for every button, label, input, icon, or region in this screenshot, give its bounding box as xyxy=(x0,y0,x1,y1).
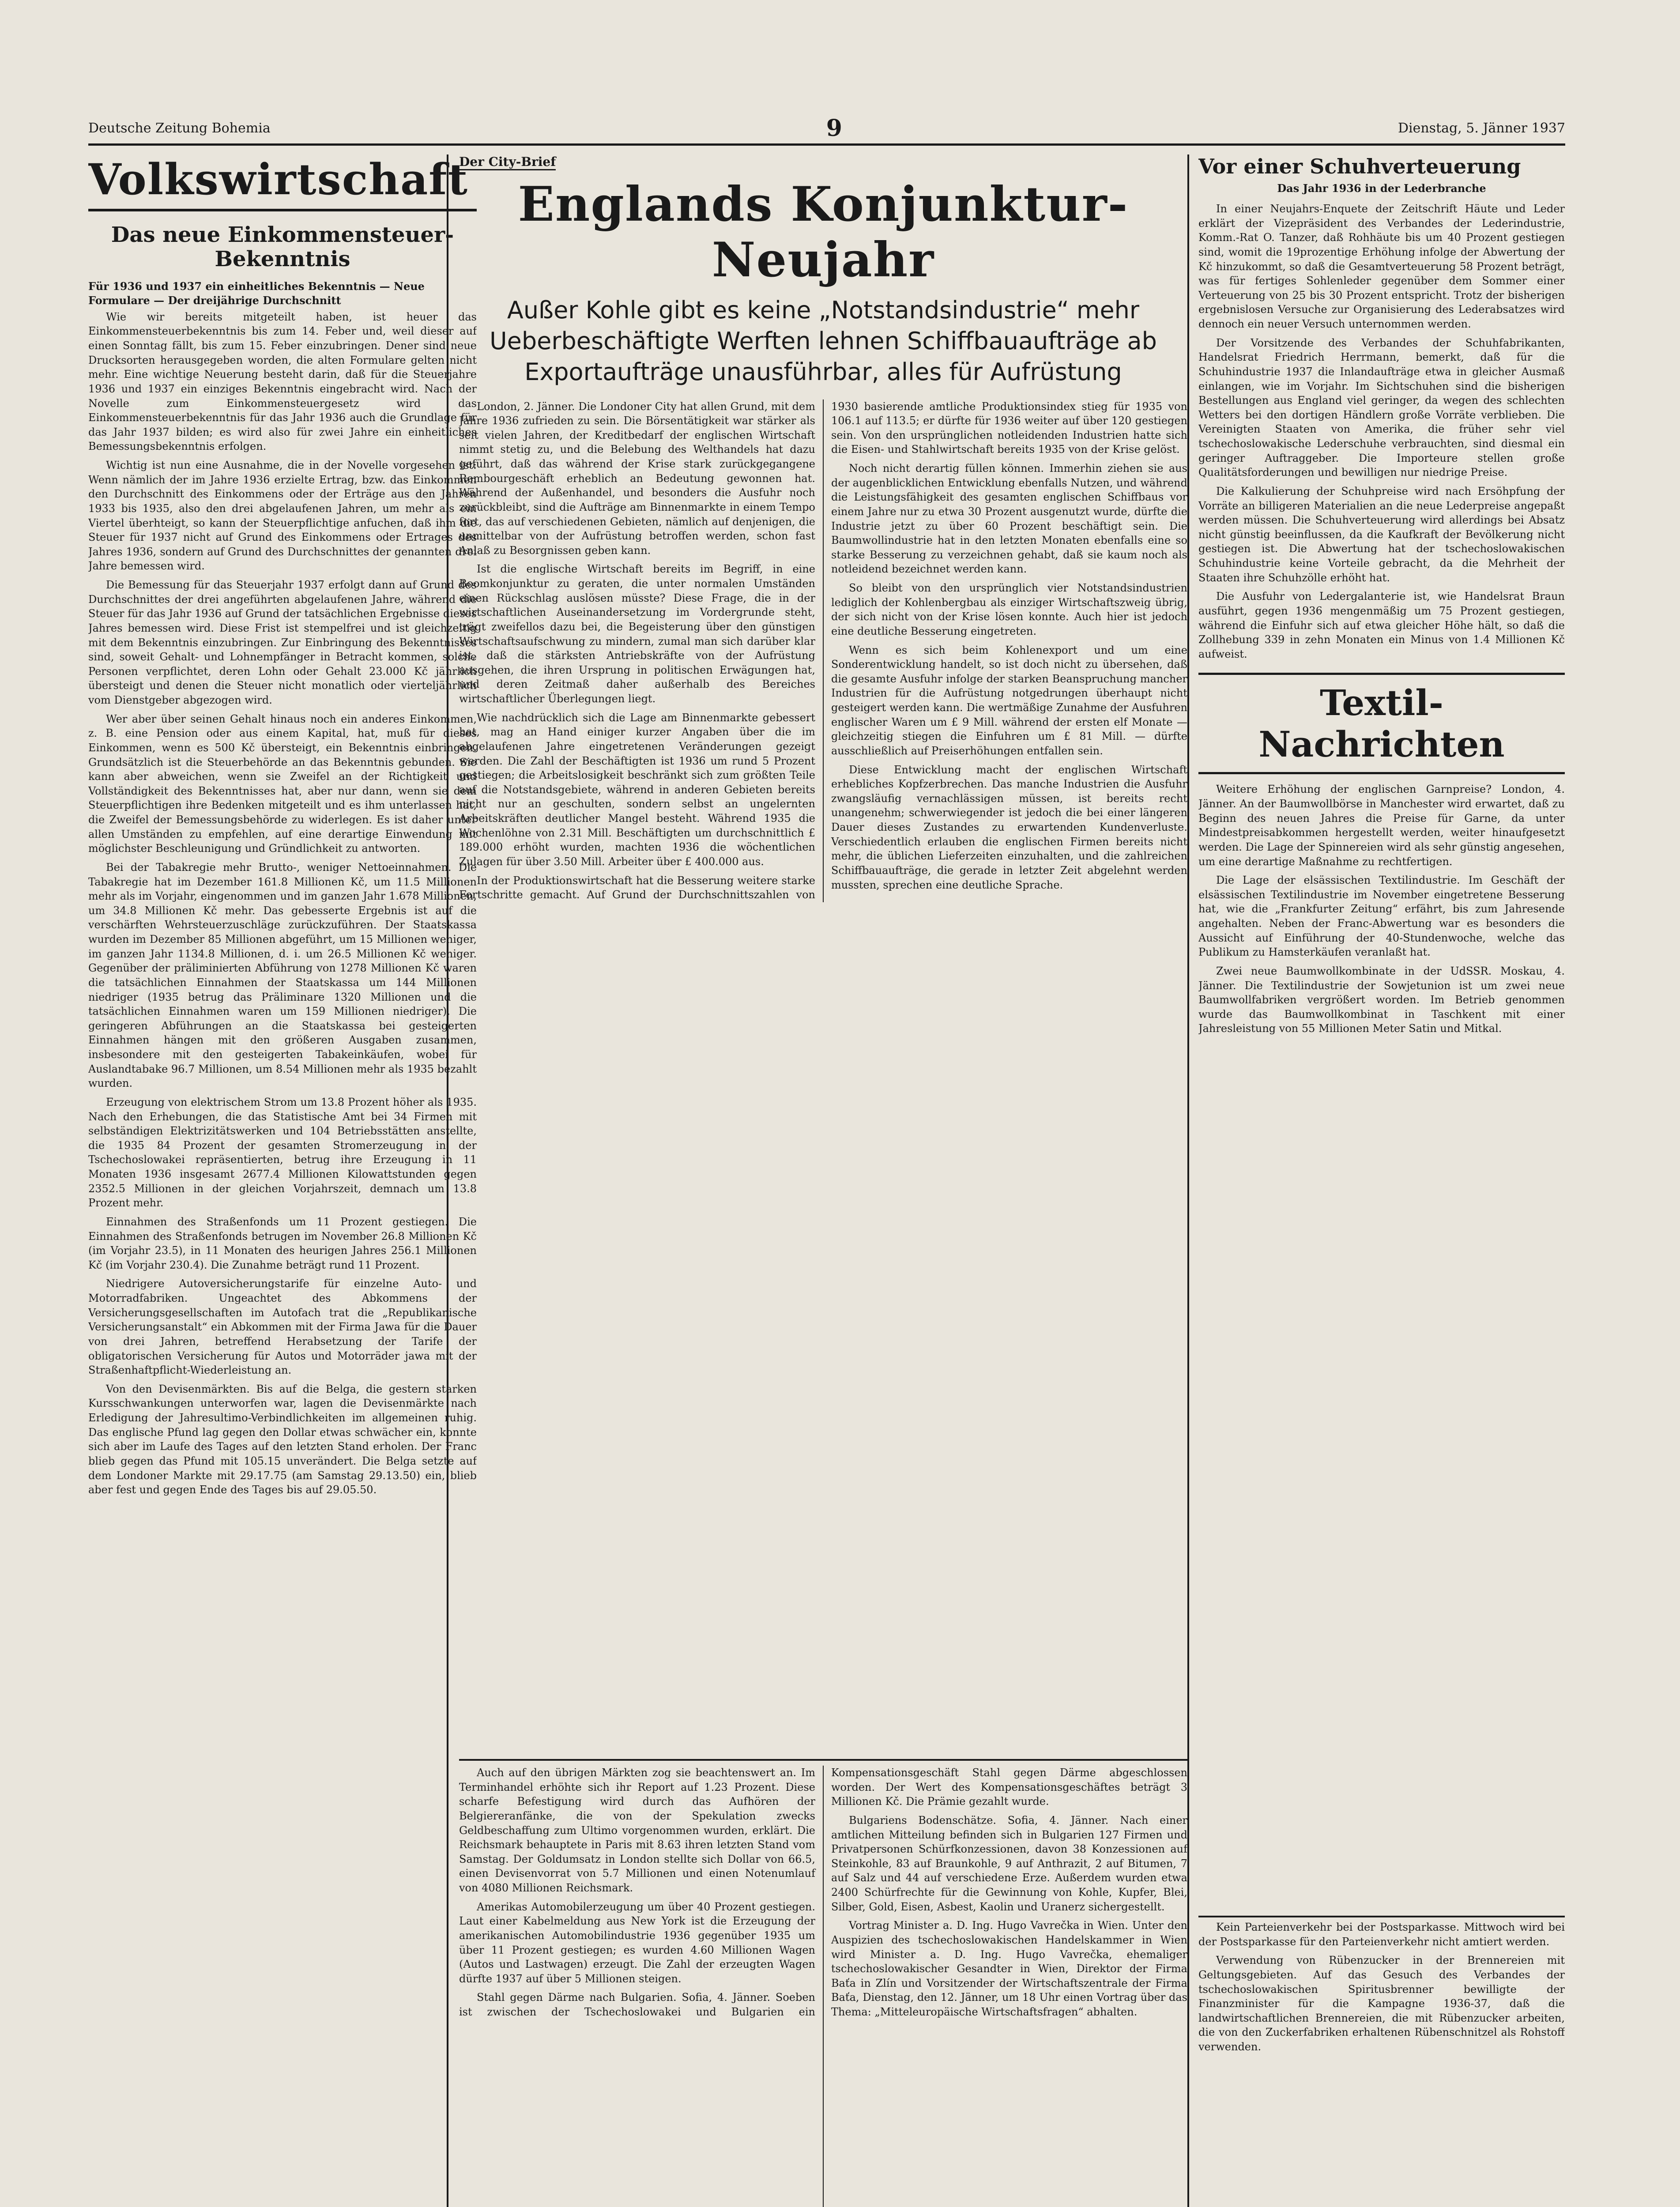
news-item: Bulgariens Bodenschätze. Sofia, 4. Jänner. Nach einer amtlichen Mitteilung befinden sich in Bulgarien 127 Firmen und Privatpersonen Schürfkonzessionen, davon 38 Konzessionen auf Steinkohle, 83 auf Braunkohle, 9 auf Anthrazit, 2 auf Bitumen, 7 auf Salz und 44 auf verschiedene Erze. Außerdem wurden etwa 2400 Schürfrechte für die Gewinnung von Kohle, Kupfer, Blei, Silber, Gold, Eisen, Asbest, Kaolin und Uranerz sichergestellt. xyxy=(831,1814,1187,1913)
paragraph: Die Bemessung für das Steuerjahr 1937 erfolgt dann auf Grund des Durchschnittes der drei angeführten abgelaufenen Jahre, während die Steuer für das Jahr 1936 auf Grund der tatsächlichen Ergebnisse dieses Jahres bemessen wird. Diese Frist ist stempelfrei und ist gleichzeitig mit dem Bekenntnis einzubringen. Zur Einbringung des Bekenntnisses sind, soweit Gehalt- und Lohnempfänger in Betracht kommen, solche Personen verpflichtet, deren Lohn oder Gehalt 23.000 Kč jährlich übersteigt und denen die Steuer nicht monatlich oder vierteljährlich vom Dienstgeber abgezogen wird. xyxy=(88,579,477,706)
news-item: Kein Parteienverkehr bei der Postsparkasse. Mittwoch wird bei der Postsparkasse für den Parteienverkehr nicht amtiert werden. xyxy=(1198,1921,1565,1948)
paragraph: Die Ausfuhr von Ledergalanterie ist, wie Handelsrat Braun ausführt, gegen 1936 mengenmäßig um 75 Prozent gestiegen, während die Einfuhr sich auf etwa gleicher Höhe hält, so daß die Zollhebung 339 in zehn Monaten ein Minus von 1.4 Millionen Kč aufweist. xyxy=(1198,590,1565,660)
paragraph: Noch nicht derartig füllen können. Immerhin ziehen sie aus der augenblicklichen Entwicklung ebenfalls Nutzen, und während die Leistungsfähigkeit des gesamten englischen Schiffbaus vor einem Jahre nur zu etwa 30 Prozent ausgenutzt wurde, dürfte die Industrie jetzt zu über 60 Prozent beschäftigt sein. Die Baumwollindustrie hat in den letzten Monaten ebenfalls eine so starke Besserung zu verzeichnen gehabt, daß sie kaum noch als notleidend bezeichnet werden kann. xyxy=(831,462,1187,576)
lead-deck: Außer Kohle gibt es keine „Notstandsindustrie“ mehr Ueberbeschäftigte Werften lehnen Schiffbauaufträge ab Exportaufträge unausführbar, alles für Aufrüstung xyxy=(490,296,1157,386)
news-item: Von den Devisenmärkten. Bis auf die Belga, die gestern starken Kursschwankungen unterworfen war, lagen die Devisenmärkte nach Erledigung der Jahresultimo-Verbindlichkeiten im allgemeinen ruhig. Das englische Pfund lag gegen den Dollar etwas schwächer ein, konnte sich aber im Laufe des Tages auf den letzten Stand erholen. Der Franc blieb gegen das Pfund mit 105.15 unverändert. Die Belga setzte auf dem Londoner Markte mit 29.17.75 (am Samstag 29.13.50) ein, blieb aber fest und gegen Ende des Tages bis auf 29.05.50. xyxy=(88,1382,477,1496)
news-item: Vortrag Minister a. D. Ing. Hugo Vavrečka in Wien. Unter den Auspizien des tschechoslowakischen Handelskammer in Wien wird Minister a. D. Ing. Hugo Vavrečka, ehemaliger tschechoslowakischer Gesandter in Wien, Direktor der Firma Baťa in Zlín und Vorsitzender der Wirtschaftszentrale der Firma Baťa, Dienstag, den 12. Jänner, um 18 Uhr einen Vortrag über das Thema: „Mitteleuropäische Wirtschaftsfragen“ abhalten. xyxy=(831,1919,1187,2018)
masthead-name: Deutsche Zeitung Bohemia xyxy=(88,120,271,136)
paragraph: Ist die englische Wirtschaft bereits im Begriff, in eine Boomkonjunktur zu geraten, die unter normalen Umständen einen Rückschlag auslösen müsste? Diese Frage, die in der wirtschaftlichen Auseinandersetzung im Vordergrunde steht, trägt zweifellos dazu bei, die Begeisterung über den günstigen Wirtschaftsaufschwung zu mindern, zumal man sich darüber klar ist, daß die stärksten Antriebskräfte von der Aufrüstung ausgehen, die ihren Ursprung in politischen Erwägungen hat, und deren Zeitmaß daher außerhalb des Bereiches wirtschaftlicher Überlegungen liegt. xyxy=(459,563,815,705)
box-title: Textil-Nachrichten xyxy=(1258,682,1505,765)
paragraph: Die Kalkulierung der Schuhpreise wird nach Ersöhpfung der Vorräte an billigeren Materialien an die neue Lederpreise angepaßt werden müssen. Die Schuhverteuerung wird allerdings bei Absatz nicht günstig beeinflussen, da die Kaufkraft der Bevölkerung nicht gestiegen ist. Die Abwertung hat der tschechoslowakischen Schuhindustrie keine Vorteile gebracht, da die Mehrheit der Staaten ihre Schuhzölle erhöht hat. xyxy=(1198,485,1565,584)
news-item: Niedrigere Autoversicherungstarife für einzelne Auto- und Motorradfabriken. Ungeachtet des Abkommens der Versicherungsgesellschaften im Autofach trat die „Republikanische Versicherungsanstalt“ ein Abkommen mit der Firma Jawa für die Dauer von drei Jahren, betreffend Herabsetzung der Tarife der obligatorischen Versicherung für Autos und Motorräder jawa mit der Straßenhaftpflicht-Wiederleistung an. xyxy=(88,1277,477,1377)
news-item: Die Lage der elsässischen Textilindustrie. Im Geschäft der elsässischen Textilindustrie im November eingetretene Besserung hat, wie die „Frankfurter Zeitung“ erfährt, bis zum Jahresende angehalten. Neben der Franc-Abwertung war es besonders die Aussicht auf Einführung der 40-Stundenwoche, welche das Publikum zu Hamsterkäufen veranlaßt hat. xyxy=(1198,874,1565,959)
textile-news-header xyxy=(1198,673,1565,774)
footer-news-block xyxy=(1198,1920,1565,2207)
article-title: Vor einer Schuhverteuerung xyxy=(1198,154,1521,178)
column-rule-right xyxy=(1187,154,1189,2207)
news-item: Einnahmen des Straßenfonds um 11 Prozent gestiegen. Die Einnahmen des Straßenfonds betrugen im November 26.8 Millionen Kč (im Vorjahr 23.5), in 11 Monaten des heurigen Jahres 256.1 Millionen Kč (im Vorjahr 230.4). Die Zunahme beträgt rund 11 Prozent. xyxy=(88,1215,477,1271)
horizontal-rule xyxy=(1198,1916,1565,1917)
page-number: 9 xyxy=(826,114,842,142)
paragraph: Wenn es sich beim Kohlenexport und um eine Sonderentwicklung handelt, so ist doch nicht zu übersehen, daß die gesamte Ausfuhr infolge der starken Beanspruchung mancher Industrien für die Aufrüstung notgedrungen überhaupt nicht gesteigert werden kann. Die wertmäßige Zunahme der Ausfuhren englischer Waren um £ 9 Mill. während der ersten elf Monate — gleichzeitig stiegen die Einfuhren um £ 81 Mill. — dürfte ausschließlich auf Preiserhöhungen entfallen sein. xyxy=(831,644,1187,757)
section-title: Volkswirtschaft xyxy=(88,154,477,211)
column-volkswirtschaft xyxy=(88,154,477,2207)
news-item: Verwendung von Rübenzucker in der Brennereien mit Geltungsgebieten. Auf das Gesuch des Verbandes der tschechoslowakischen Spiritusbrenner bewilligte der Finanzminister für die Kampagne 1936-37, daß die landwirtschaftlichen Brennereien, die mit Rübenzucker arbeiten, die von den Zuckerfabriken erhaltenen Rübenschnitzel als Rohstoff verwenden. xyxy=(1198,1954,1565,2053)
news-item: Auch auf den übrigen Märkten zog sie beachtenswert an. Im Terminhandel erhöhte sich ihr Report auf 1.23 Prozent. Diese scharfe Befestigung wird durch das Aufhören der Belgiereranfänke, die von der Spekulation zwecks Geldbeschaffung zum Ultimo vorgenommen wurden, erklärt. Die Reichsmark behauptete in Paris mit 8.63 ihren letzten Stand vom Samstag. Der Goldumsatz in London stellte sich Dollar von 66.5, einen Devisenvorrat von 5.7 Millionen und einen Notenumlauf von 4080 Millionen Reichsmark. xyxy=(459,1766,815,1894)
column-leather xyxy=(1198,154,1565,1911)
news-item: Weitere Erhöhung der englischen Garnpreise? London, 4. Jänner. An der Baumwollbörse in Manchester wird erwartet, daß zu Beginn des neuen Jahres die Preise für Garne, da unter Mindestpreisabkommen hergestellt werden, weiter hinaufgesetzt werden. Die Lage der Spinnereien wird als sehr günstig angesehen, um eine derartige Maßnahme zu rechtfertigen. xyxy=(1198,783,1565,868)
horizontal-rule xyxy=(459,1759,1187,1761)
paragraph: Wichtig ist nun eine Ausnahme, die in der Novelle vorgesehen ist: Wenn nämlich der im Jahre 1936 erzielte Ertrag, bzw. das Einkommen den Durchschnitt des Einkommens oder der Erträge aus den Jahren 1933 bis 1935, also den drei abgelaufenen Jahren, um mehr als ein Viertel überhteigt, so kann der Steuerpflichtige anfuchen, daß ihm die Steuer für 1937 nicht auf Grund des Einkommens oder Ertrages des Jahres 1936, sondern auf Grund des Durchschnittes der genannten drei Jahre bemessen wird. xyxy=(88,459,477,572)
news-item: Bei der Tabakregie mehr Brutto-, weniger Nettoeinnahmen. Die Tabakregie hat im Dezember 161.8 Millionen Kč, um 11.5 Millionen mehr als im Vorjahr, eingenommen und im ganzen Jahr 1.678 Millionen, um 34.8 Millionen Kč mehr. Das gebesserte Ergebnis ist auf die verschärften Wehrsteuerzuschläge zurückzuführen. Der Staatskassa wurden im Dezember 85 Millionen abgeführt, um 15 Millionen weniger, im ganzen Jahr 1134.8 Millionen, d. i. um 26.5 Millionen Kč weniger. Gegenüber der präliminierten Abführung von 1278 Millionen Kč waren die tatsächlichen Einnahmen der Staatskassa um 144 Millionen niedriger (1935 betrug das Präliminare 1320 Millionen und die tatsächlichen Einnahmen waren um 159 Millionen niedriger). Die geringeren Abführungen an die Staatskassa bei gesteigerten Einnahmen hängen mit den größeren Ausgaben zusammen, insbesondere mit den gesteigerten Tabakeinkäufen, wobei für Auslandtabake 96.7 Millionen, um 8.54 Millionen mehr als 1935 bezahlt wurden. xyxy=(88,861,477,1090)
news-item: Stahl gegen Därme nach Bulgarien. Sofia, 4. Jänner. Soeben ist zwischen der Tschechoslowakei und Bulgarien ein Kompensationsgeschäft Stahl gegen Därme abgeschlossen worden. Der Wert des Kompensationsgeschäftes beträgt 3 Millionen Kč. Die Prämie gezahlt wurde. xyxy=(459,1766,1187,2018)
article-subtitle: Für 1936 und 1937 ein einheitliches Bekenntnis — Neue Formulare — Der dreijährige Durchschnitt xyxy=(88,280,425,307)
article-kicker: Der City-Brief xyxy=(459,154,556,170)
lower-news-block xyxy=(459,1766,1187,2207)
paragraph: Diese Entwicklung macht der englischen Wirtschaft erhebliches Kopfzerbrechen. Das manche Industrien die Ausfuhr zwangsläufig vernachlässigen müssen, ist bereits recht unangenehm; schwerwiegender ist jedoch die bei einer längeren Dauer dieses Zustandes zu erwartenden Kundenverluste. Verschiedentlich erlauben die englischen Firmen bereits nicht mehr, die üblichen Lieferzeiten einzuhalten, und die zahlreichen Schiffbauaufträge, die gerade in letzter Zeit abgelehnt werden mussten, sprechen eine deutliche Sprache. xyxy=(831,763,1187,891)
news-item: Erzeugung von elektrischem Strom um 13.8 Prozent höher als 1935. Nach den Erhebungen, die das Statistische Amt bei 34 Firmen mit selbständigen Elektrizitätswerken und 104 Betriebsstätten anstellte, die 1935 84 Prozent der gesamten Stromerzeugung in der Tschechoslowakei repräsentierten, betrug ihre Erzeugung in 11 Monaten 1936 insgesamt 2677.4 Millionen Kilowattstunden gegen 2352.5 Millionen in der gleichen Vorjahrszeit, demnach um 13.8 Prozent mehr. xyxy=(88,1096,477,1209)
paragraph: Wie nachdrücklich sich die Lage am Binnenmarkte gebessert hat, mag an Hand einiger kurzer Angaben über die im abgelaufenen Jahre eingetretenen Veränderungen gezeigt werden. Die Zahl der Beschäftigten ist 1936 um rund 5 Prozent gestiegen; die Arbeitslosigkeit beschränkt sich zum größten Teile auf die Notstandsgebiete, während in anderen Gebieten bereits nicht nur an geschulten, sondern selbst an ungelernten Arbeitskräften deutlicher Mangel besteht. Während 1935 die Wochenlöhne von 2.31 Mill. Beschäftigten um durchschnittlich £ 189.000 erhöht wurden, machten 1936 die wöchentlichen Zulagen für über 3.50 Mill. Arbeiter über £ 400.000 aus. xyxy=(459,711,815,868)
issue-date: Dienstag, 5. Jänner 1937 xyxy=(1397,120,1565,136)
paragraph: Wer aber über seinen Gehalt hinaus noch ein anderes Einkommen, z. B. eine Pension oder aus einem Kapital, hat, muß für dieses Einkommen, wenn es 500 Kč übersteigt, ein Bekenntnis einbringen. Grundsätzlich ist die Steuerbehörde an das Bekenntnis gebunden. Sie kann aber abweichen, wenn sie Zweifel an der Richtigkeit und Vollständigkeit des Bekenntnisses hat, aber nur dann, wenn sie dem Steuerpflichtigen ihre Bedenken mitgeteilt und es ihm unterlassen hat, die Zweifel der Bemessungsbehörde zu widerlegen. Es ist daher unter allen Umständen zu empfehlen, auf eine derartige Einwendung mit möglichster Beschleunigung und Gründlichkeit zu antworten. xyxy=(88,712,477,855)
paragraph: Wie wir bereits mitgeteilt haben, ist heuer das Einkommensteuerbekenntnis bis zum 14. Feber und, weil dieser auf einen Sonntag fällt, bis zum 15. Feber einzubringen. Dener sind neue Drucksorten herausgegeben worden, die alten Formulare gelten nicht mehr. Eine wichtige Neuerung besteht darin, daß für die Steuerjahre 1936 und 1937 ein einziges Bekenntnis eingebracht wird. Nach der Novelle zum Einkommensteuergesetz wird das Einkommensteuerbekenntnis für das Jahr 1936 auch die Grundlage für das Jahr 1937 bilden; es wird also für zwei Jahre ein einheitliches Bemessungsbekenntnis erfolgen. xyxy=(88,310,477,453)
lead-body xyxy=(459,399,1187,902)
column-city-brief xyxy=(459,154,1187,1757)
paragraph: Der Vorsitzende des Verbandes der Schuhfabrikanten, Handelsrat Friedrich Herrmann, bemerkt, daß für die Schuhindustrie 1937 die Inlandaufträge etwa in gleicher Ausmaß einlangen, wie im Vorjahr. Im Sichtschuhen sind die bisherigen Bestellungen aus England viel geringer, da wegen des schlechten Wetters bei den dortigen Händlern große Vorräte verblieben. Die Vereinigten Staaten von Amerika, die früher sehr viel tschechoslowakische Lederschuhe verbrauchten, sind diesmal ein geringer Auftraggeber. Die Importeure stellen große Qualitätsforderungen und bewilligen nur niedrige Preise. xyxy=(1198,336,1565,479)
article-subtitle: Das Jahr 1936 in der Lederbranche xyxy=(1277,182,1486,195)
paragraph: So bleibt von den ursprünglich vier Notstandsindustrien lediglich der Kohlenbergbau als einziger Wirtschaftszweig übrig, der sich nicht von der Krise lösen konnte. Auch hier ist jedoch eine deutliche Besserung eingetreten. xyxy=(831,582,1187,637)
page-header xyxy=(88,113,1565,146)
article-title: Das neue Einkommensteuer-Bekenntnis xyxy=(111,222,454,272)
news-item: Amerikas Automobilerzeugung um über 40 Prozent gestiegen. Laut einer Kabelmeldung aus New York ist die Erzeugung der amerikanischen Automobilindustrie 1936 gegenüber 1935 um über 11 Prozent gestiegen; es wurden 4.60 Millionen Wagen (Autos und Lastwagen) erzeugt. Die Zahl der erzeugten Wagen dürfte 1937 auf über 5 Millionen steigen. xyxy=(459,1900,815,1985)
paragraph: London, 2. Jänner. Die Londoner City hat allen Grund, mit dem Jahre 1936 zufrieden zu sein. Die Börsentätigkeit war stärker als seit vielen Jahren, der Kreditbedarf der englischen Wirtschaft nimmt stetig zu, und die Belebung des Welthandels hat dazu geführt, daß das während der Krise stark zurückgegangene Rembourgeschäft erheblich an Bedeutung gewonnen hat. Während der Außenhandel, und besonders die Ausfuhr noch zurückbleibt, sind die Aufträge am Binnenmarkte in einem Tempo fort, das auf verschiedenen Gebieten, nämlich auf denjenigen, die unmittelbar von der Aufrüstung betroffen werden, schon fast Anlaß zu Besorgnissen geben kann. xyxy=(459,400,815,557)
news-item: Zwei neue Baumwollkombinate in der UdSSR. Moskau, 4. Jänner. Die Textilindustrie der Sowjetunion ist um zwei neue Baumwollfabriken vergrößert worden. Im Betrieb genommen wurde das Baumwollkombinat in Taschkent mit einer Jahresleistung von 55 Millionen Meter Satin und Mitkal. xyxy=(1198,964,1565,1035)
lead-headline: Englands Konjunktur-Neujahr xyxy=(518,177,1129,288)
paragraph: In einer Neujahrs-Enquete der Zeitschrift Häute und Leder erklärt der Vizepräsident des Verbandes der Lederindustrie, Komm.-Rat O. Tanzer, daß Rohhäute bis um 40 Prozent gestiegen sind, womit die 19prozentige Erhöhung infolge der Abwertung der Kč hinzukommt, so daß die Gesamtverteuerung 58 Prozent beträgt, was für fertiges Sohlenleder gegenüber dem Sommer einer Verteuerung von 25 bis 30 Prozent entspricht. Trotz der bisherigen ergebnislosen Versuche zur Organisierung des Lederabsatzes wird dennoch ein neuer Versuch unternommen werden. xyxy=(1198,203,1565,330)
paragraph: In der Produktionswirtschaft hat die Besserung weitere starke Fortschritte gemacht. Auf Grund der Durchschnittszahlen von 1930 basierende amtliche Produktionsindex stieg für 1935 von 106.1 auf 113.5; er dürfte für 1936 weiter auf über 120 gestiegen sein. Von den ursprünglichen notleidenden Industrien hatte sich die Eisen- und Stahlwirtschaft bereits 1935 von der Krise gelöst. xyxy=(459,400,1187,901)
